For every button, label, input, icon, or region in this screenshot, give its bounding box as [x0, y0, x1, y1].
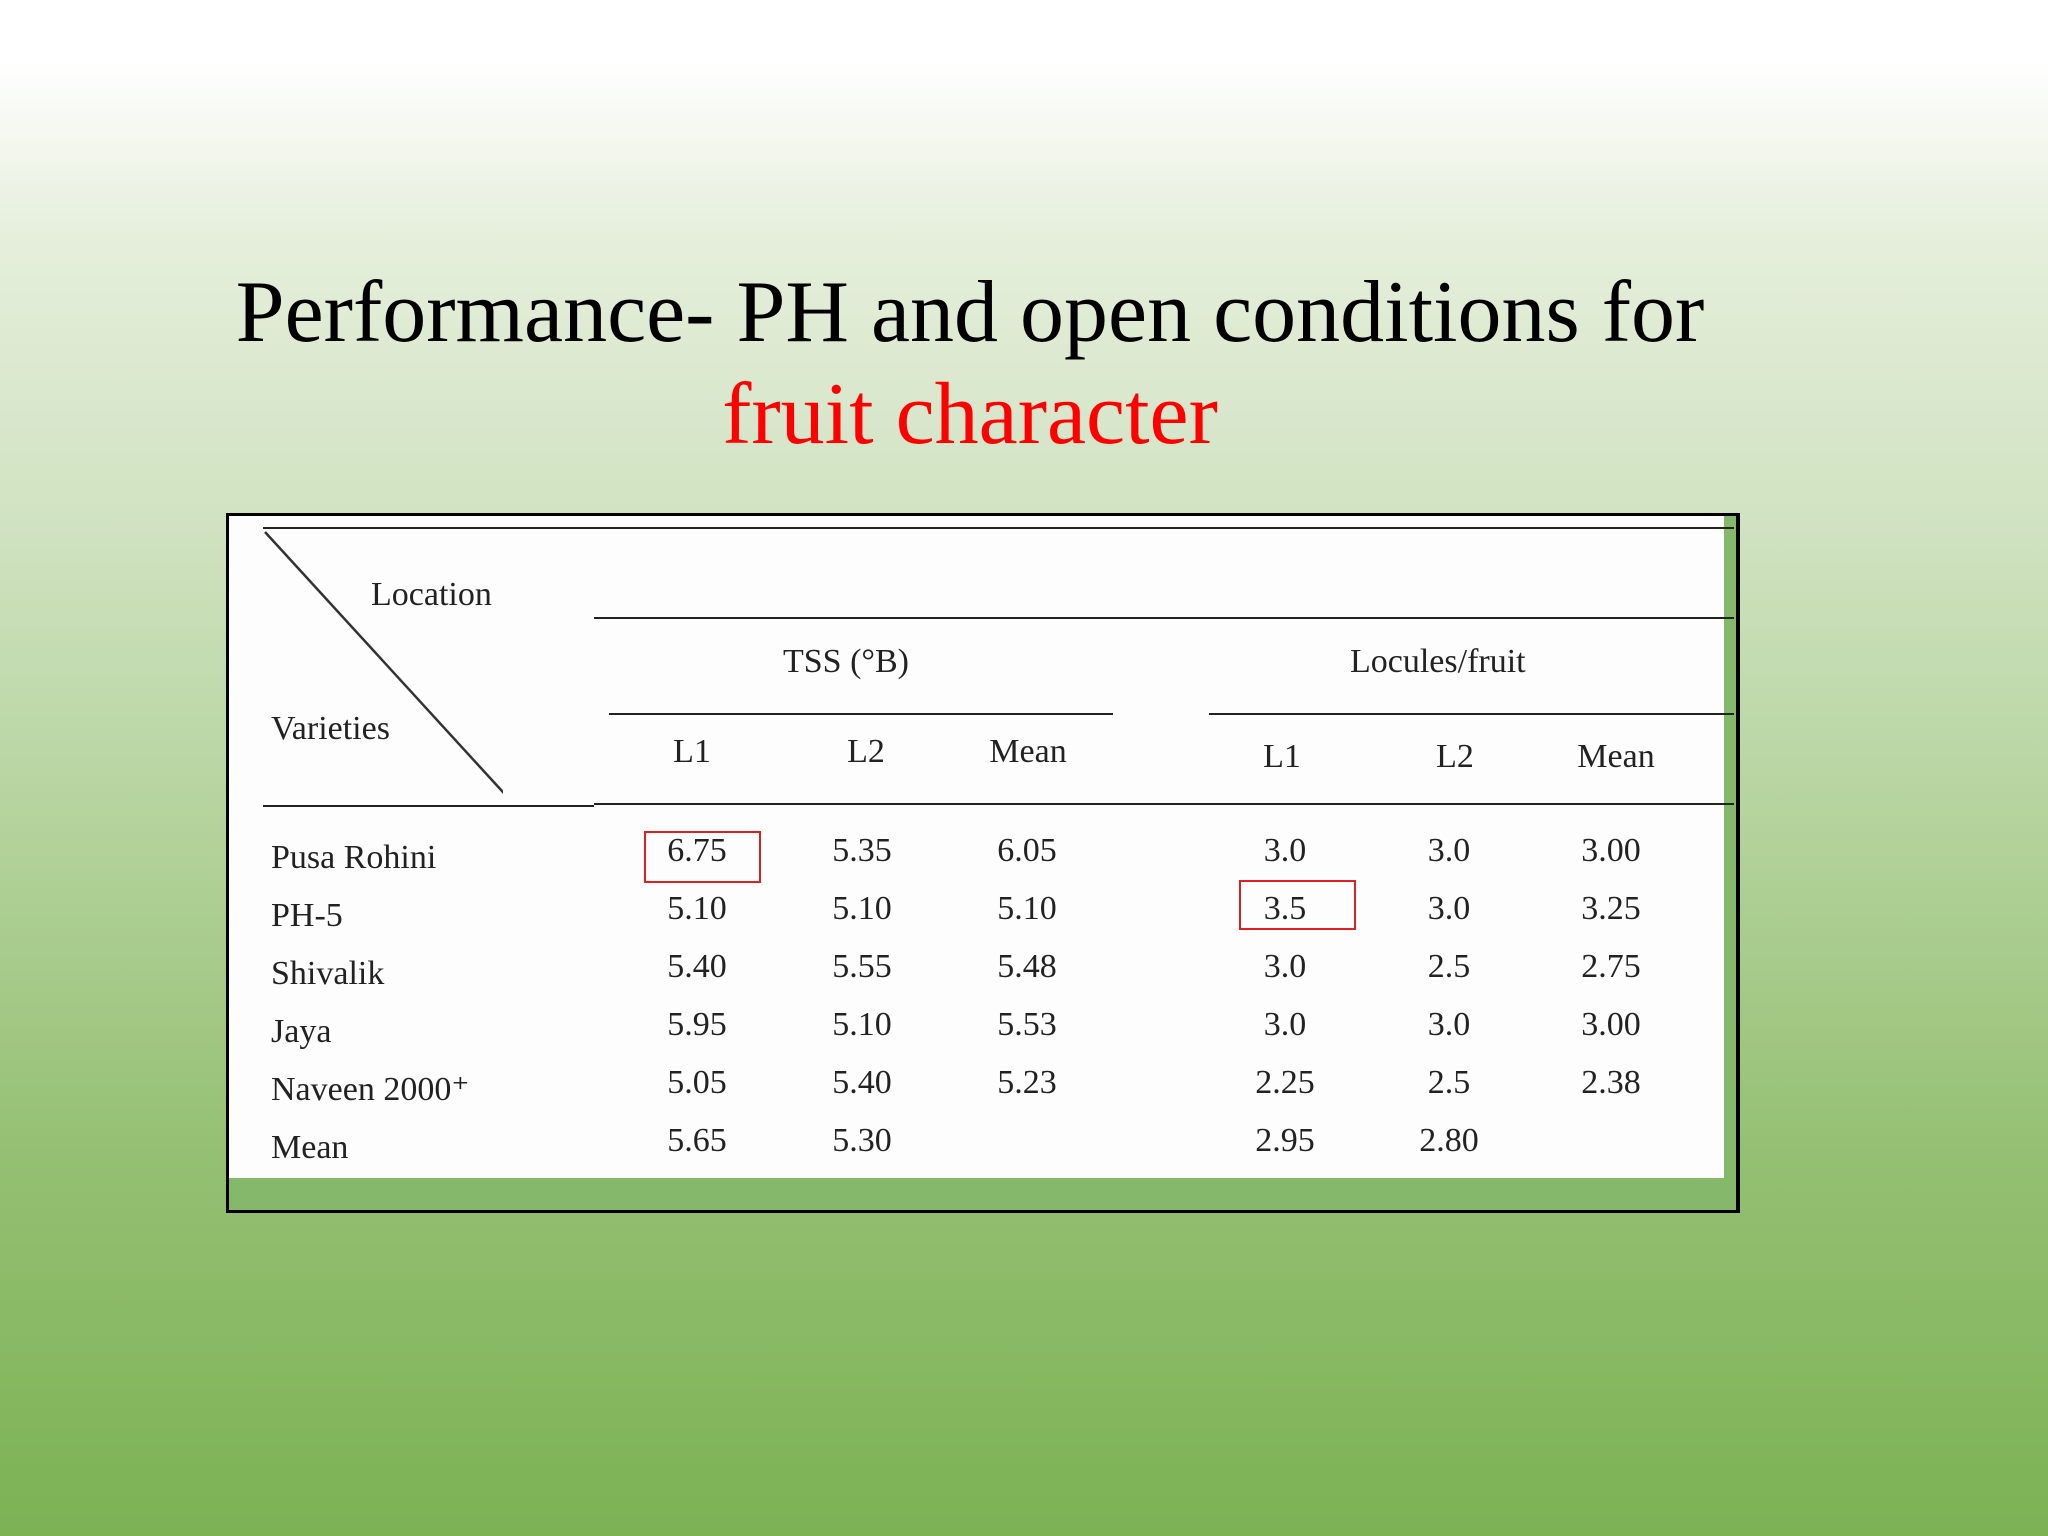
corner-location-label: Location	[371, 576, 492, 613]
row-variety: Naveen 2000⁺	[271, 1071, 470, 1108]
cell-tss-l2: 5.10	[832, 1006, 892, 1043]
cell-tss-mean: 6.05	[997, 832, 1057, 869]
row-variety: Shivalik	[271, 955, 385, 992]
cell-tss-l1: 5.95	[667, 1006, 727, 1043]
col-header-locules-l1: L1	[1263, 738, 1301, 775]
cell-tss-mean: 5.53	[997, 1006, 1057, 1043]
highlight-box-pusa-rohini-tss-l1	[644, 831, 761, 883]
cell-tss-l2: 5.30	[832, 1122, 892, 1159]
group-header-locules: Locules/fruit	[1350, 643, 1526, 680]
cell-tss-l2: 5.10	[832, 890, 892, 927]
cell-locules-l1: 2.95	[1255, 1122, 1315, 1159]
title-line-1: Performance- PH and open conditions for	[235, 264, 1705, 361]
title-line-2: fruit character	[722, 366, 1218, 463]
rule-top	[263, 527, 1734, 529]
cell-tss-l2: 5.55	[832, 948, 892, 985]
cell-tss-l1: 5.10	[667, 890, 727, 927]
highlight-box-ph5-locules-l1	[1239, 880, 1356, 930]
cell-locules-l2: 2.80	[1419, 1122, 1479, 1159]
row-variety: Jaya	[271, 1013, 332, 1050]
cell-locules-mean: 2.38	[1581, 1064, 1641, 1101]
cell-locules-l2: 3.0	[1427, 890, 1471, 927]
cell-locules-l1: 3.5	[1263, 890, 1307, 927]
col-header-tss-l2: L2	[847, 733, 885, 770]
cell-tss-mean: 5.10	[997, 890, 1057, 927]
group-header-tss: TSS (°B)	[783, 643, 910, 680]
cell-tss-l2: 5.40	[832, 1064, 892, 1101]
row-variety: Pusa Rohini	[271, 839, 437, 876]
corner-diagonal-line	[263, 530, 503, 810]
cell-locules-l2: 3.0	[1427, 1006, 1471, 1043]
cell-tss-l1: 6.75	[667, 832, 727, 869]
row-variety: Mean	[271, 1129, 349, 1166]
cell-locules-mean: 3.00	[1581, 1006, 1641, 1043]
cell-locules-l1: 3.0	[1263, 832, 1307, 869]
cell-locules-mean: 2.75	[1581, 948, 1641, 985]
rule-header-bottom	[594, 803, 1734, 805]
cell-tss-mean: 5.48	[997, 948, 1057, 985]
cell-tss-l1: 5.05	[667, 1064, 727, 1101]
cell-tss-mean: 5.23	[997, 1064, 1057, 1101]
cell-locules-mean: 3.00	[1581, 832, 1641, 869]
col-header-locules-mean: Mean	[1577, 738, 1655, 775]
rule-tss-group	[609, 713, 1113, 715]
cell-tss-l1: 5.65	[667, 1122, 727, 1159]
corner-varieties-label: Varieties	[271, 710, 390, 747]
rule-locules-group	[1209, 713, 1734, 715]
col-header-locules-l2: L2	[1436, 738, 1474, 775]
row-variety: PH-5	[271, 897, 343, 934]
cell-locules-l1: 3.0	[1263, 1006, 1307, 1043]
slide-title	[0, 262, 1940, 466]
col-header-tss-l1: L1	[673, 733, 711, 770]
cell-tss-l2: 5.35	[832, 832, 892, 869]
col-header-tss-mean: Mean	[989, 733, 1067, 770]
rule-group-top	[594, 617, 1734, 619]
cell-locules-l2: 3.0	[1427, 832, 1471, 869]
cell-locules-l2: 2.5	[1427, 1064, 1471, 1101]
cell-locules-l2: 2.5	[1427, 948, 1471, 985]
cell-locules-l1: 2.25	[1255, 1064, 1315, 1101]
cell-locules-mean: 3.25	[1581, 890, 1641, 927]
cell-tss-l1: 5.40	[667, 948, 727, 985]
data-table	[229, 516, 1724, 1178]
cell-locules-l1: 3.0	[1263, 948, 1307, 985]
